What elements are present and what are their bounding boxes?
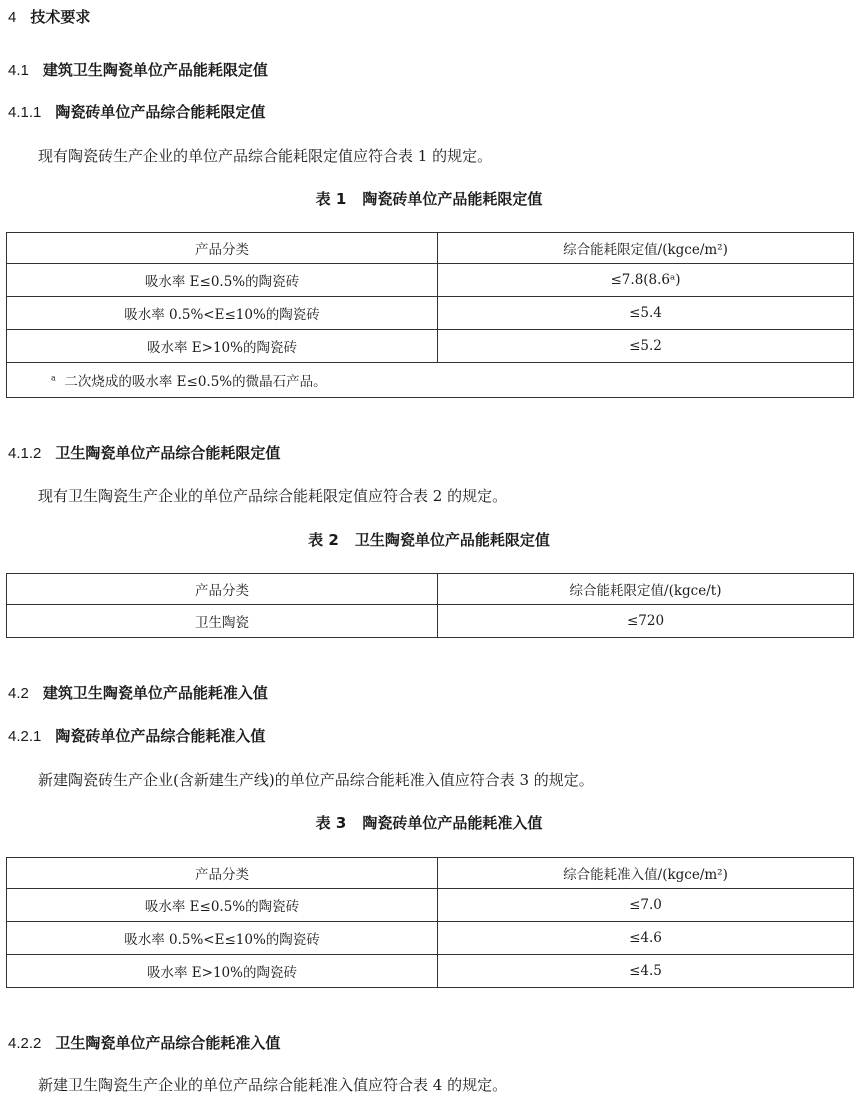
footnote-marker: a — [51, 373, 56, 383]
table-note-row — [7, 363, 854, 398]
table-row — [7, 297, 854, 330]
table-cell: ≤5.2 — [438, 330, 854, 363]
table-cell: 吸水率 E≤0.5%的陶瓷砖 — [7, 889, 438, 922]
table-title: 陶瓷砖单位产品能耗准入值 — [362, 814, 543, 832]
table-note — [7, 363, 854, 398]
table-cell: ≤5.4 — [438, 297, 854, 330]
section-4-1-heading — [8, 59, 268, 80]
table-header-row — [7, 574, 854, 605]
table-cell: ≤720 — [438, 605, 854, 638]
table-title: 卫生陶瓷单位产品能耗限定值 — [354, 531, 550, 549]
section-title: 陶瓷砖单位产品综合能耗限定值 — [55, 103, 266, 121]
column-header: 综合能耗限定值/(kgce/t) — [438, 574, 854, 605]
section-4-1-2-heading — [8, 442, 280, 463]
table-3 — [6, 857, 854, 988]
section-number: 4.1.1 — [8, 104, 42, 121]
paragraph-4-2-2: 新建卫生陶瓷生产企业的单位产品综合能耗准入值应符合表 4 的规定。 — [38, 1076, 508, 1094]
table-row — [7, 605, 854, 638]
section-number: 4.2.1 — [8, 728, 42, 745]
section-number: 4.2 — [8, 685, 29, 702]
column-header: 产品分类 — [7, 574, 438, 605]
table-row — [7, 955, 854, 988]
table-number: 表 3 — [315, 814, 347, 832]
table-title: 陶瓷砖单位产品能耗限定值 — [362, 190, 543, 208]
table-cell: 吸水率 0.5%<E≤10%的陶瓷砖 — [7, 297, 438, 330]
table-header-row — [7, 233, 854, 264]
section-title: 建筑卫生陶瓷单位产品能耗限定值 — [42, 61, 268, 79]
table-cell: ≤4.5 — [438, 955, 854, 988]
table-number: 表 1 — [315, 190, 347, 208]
section-number: 4.2.2 — [8, 1035, 42, 1052]
table-cell: ≤7.0 — [438, 889, 854, 922]
section-4-heading — [8, 6, 90, 27]
table-cell: ≤4.6 — [438, 922, 854, 955]
column-header: 综合能耗限定值/(kgce/m²) — [438, 233, 854, 264]
section-4-2-2-heading — [8, 1032, 280, 1053]
table-cell: 吸水率 E>10%的陶瓷砖 — [7, 955, 438, 988]
footnote-text: 二次烧成的吸水率 E≤0.5%的微晶石产品。 — [64, 374, 327, 390]
paragraph-4-1-1: 现有陶瓷砖生产企业的单位产品综合能耗限定值应符合表 1 的规定。 — [38, 147, 493, 165]
table-cell: 吸水率 E≤0.5%的陶瓷砖 — [7, 264, 438, 297]
section-4-1-1-heading — [8, 101, 265, 122]
table-cell: 吸水率 0.5%<E≤10%的陶瓷砖 — [7, 922, 438, 955]
section-number: 4.1 — [8, 62, 29, 79]
section-title: 陶瓷砖单位产品综合能耗准入值 — [55, 727, 266, 745]
table-row — [7, 330, 854, 363]
table-number: 表 2 — [308, 531, 339, 549]
table-2 — [6, 573, 854, 638]
section-number: 4.1.2 — [8, 445, 42, 462]
table-row — [7, 922, 854, 955]
paragraph-4-1-2: 现有卫生陶瓷生产企业的单位产品综合能耗限定值应符合表 2 的规定。 — [38, 487, 508, 505]
table-header-row — [7, 858, 854, 889]
section-title: 卫生陶瓷单位产品综合能耗限定值 — [55, 444, 281, 462]
table-cell: 卫生陶瓷 — [7, 605, 438, 638]
section-title: 建筑卫生陶瓷单位产品能耗准入值 — [42, 684, 268, 702]
section-4-2-1-heading — [8, 725, 265, 746]
table-cell: ≤7.8(8.6ᵃ) — [438, 264, 854, 297]
table-1 — [6, 232, 854, 398]
paragraph-4-2-1: 新建陶瓷砖生产企业(含新建生产线)的单位产品综合能耗准入值应符合表 3 的规定。 — [38, 771, 594, 789]
table-row — [7, 264, 854, 297]
table-cell: 吸水率 E>10%的陶瓷砖 — [7, 330, 438, 363]
table-1-caption — [0, 188, 858, 209]
table-3-caption — [0, 812, 858, 833]
section-title: 技术要求 — [30, 8, 91, 26]
section-4-2-heading — [8, 682, 268, 703]
section-title: 卫生陶瓷单位产品综合能耗准入值 — [55, 1034, 281, 1052]
column-header: 产品分类 — [7, 233, 438, 264]
column-header: 产品分类 — [7, 858, 438, 889]
column-header: 综合能耗准入值/(kgce/m²) — [438, 858, 854, 889]
table-2-caption — [0, 529, 858, 550]
section-number: 4 — [8, 9, 17, 26]
table-row — [7, 889, 854, 922]
